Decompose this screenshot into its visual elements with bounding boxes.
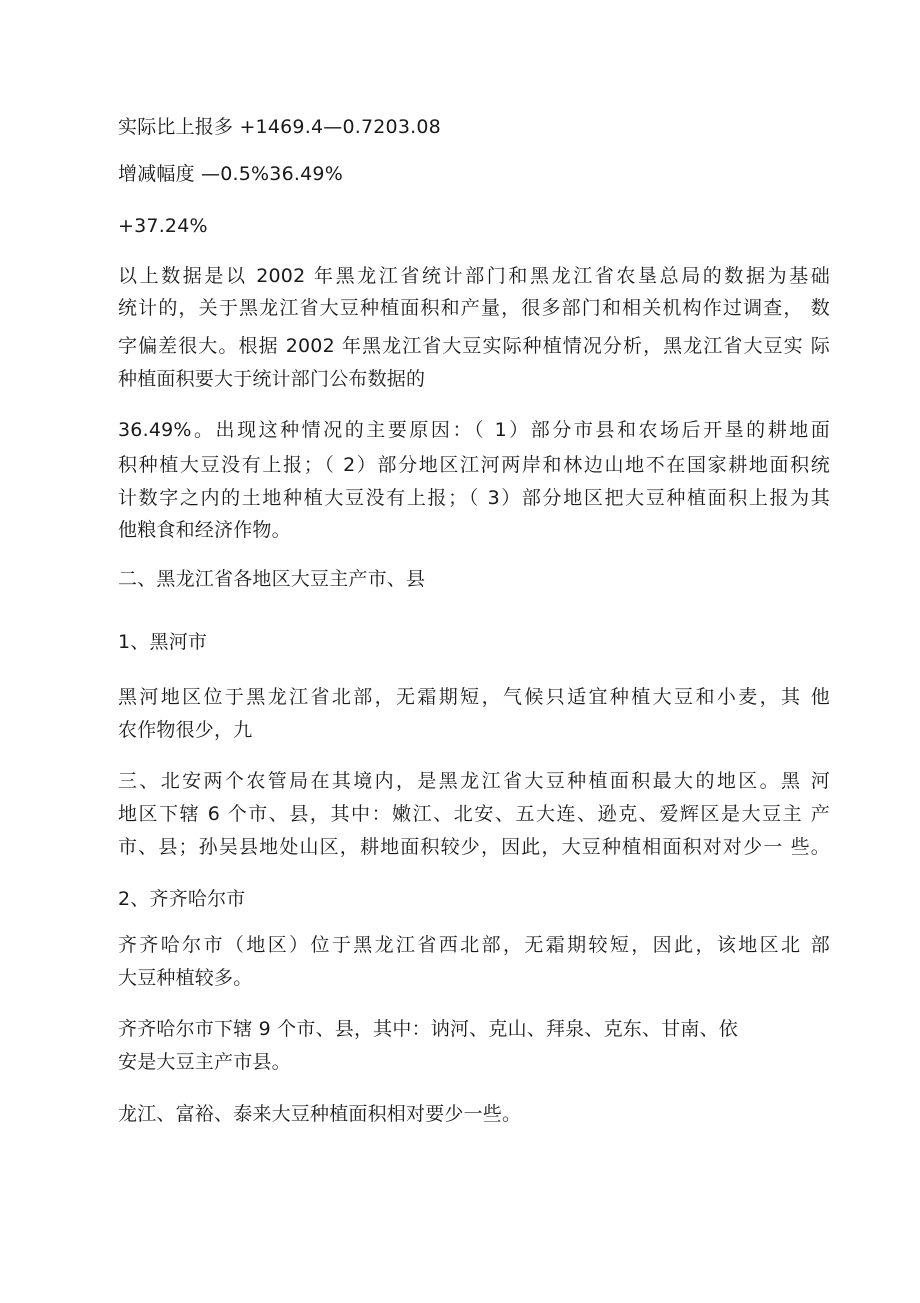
section-heading: 二、黑龙江省各地区大豆主产市、县 (118, 568, 426, 590)
subsection-heading: 1、黑河市 (118, 631, 208, 653)
text-line: 积种植大豆没有上报；（ 2）部分地区江河两岸和林边山地不在国家耕地面积统 (118, 454, 830, 476)
text-line: 大豆种植较多。 (118, 967, 253, 989)
text-line: 统计的，关于黑龙江省大豆种植面积和产量，很多部门和相关机构作过调查， 数 (118, 297, 830, 319)
text-line: 种植面积要大于统计部门公布数据的 (118, 368, 426, 390)
text-line: 黑河地区位于黑龙江省北部，无霜期短，气候只适宜种植大豆和小麦，其 他 (118, 686, 830, 708)
text-line: 龙江、富裕、泰来大豆种植面积相对要少一些。 (118, 1103, 522, 1125)
text-line: 三、北安两个农管局在其境内，是黑龙江省大豆种植面积最大的地区。黑 河 (118, 770, 830, 792)
text-line: +37.24% (118, 215, 208, 237)
text-line: 齐齐哈尔市（地区）位于黑龙江省西北部，无霜期较短，因此，该地区北 部 (118, 934, 830, 956)
text-line: 他粮食和经济作物。 (118, 519, 291, 541)
text-line: 以上数据是以 2002 年黑龙江省统计部门和黑龙江省农垦总局的数据为基础 (118, 265, 830, 287)
text-line: 计数字之内的土地种植大豆没有上报；（ 3）部分地区把大豆种植面积上报为其 (118, 487, 830, 509)
text-line: 市、县；孙吴县地处山区，耕地面积较少，因此，大豆种植相面积对对少一 些。 (118, 836, 830, 858)
text-line: 齐齐哈尔市下辖 9 个市、县，其中：讷河、克山、拜泉、克东、甘南、依 (118, 1018, 738, 1040)
text-line: 地区下辖 6 个市、县，其中：嫩江、北安、五大连、逊克、爱辉区是大豆主 产 (118, 803, 830, 825)
text-line: 农作物很少，九 (118, 719, 253, 741)
text-line: 增减幅度 —0.5%36.49% (118, 163, 343, 185)
text-line: 实际比上报多 +1469.4—0.7203.08 (118, 116, 441, 138)
subsection-heading: 2、齐齐哈尔市 (118, 888, 246, 910)
text-line: 36.49%。出现这种情况的主要原因：（ 1）部分市县和农场后开垦的耕地面 (118, 419, 830, 441)
text-line: 字偏差很大。根据 2002 年黑龙江省大豆实际种植情况分析，黑龙江省大豆实 际 (118, 335, 830, 357)
text-line: 安是大豆主产市县。 (118, 1051, 291, 1073)
